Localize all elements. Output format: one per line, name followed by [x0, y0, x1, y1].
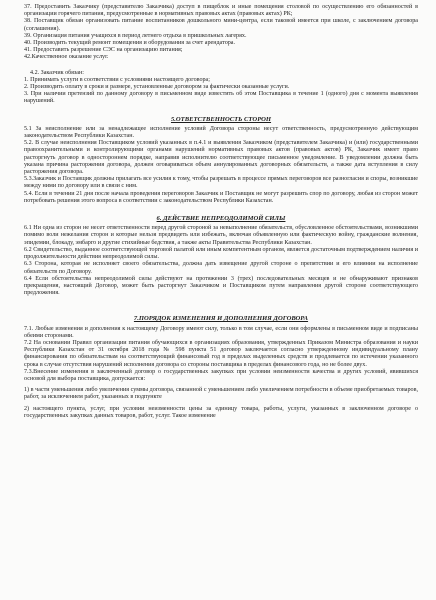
section-4-2-item: 2. Производить оплату в сроки и размере, установленные договором за фактически оказанные услуги.: [24, 84, 290, 91]
section-7-para: 7.1. Любые изменения и дополнения к настоящему Договору имеют силу, только в том случае, если они оформлены в письменном виде и подписаны обеими сторонами.: [24, 325, 418, 339]
clause-39: 39. Организация питания учащихся в период летнего отдыха в пришкольных лагерях.: [24, 32, 247, 39]
section-4-2-item: 1. Принимать услуги в соответствии с условиями настоящего договора;: [24, 76, 210, 83]
section-6-para: 6.2 Свидетельство, выданное соответствующей торговой палатой или иным компетентным органом, является достаточным подтверждением наличия и продолжительности действия непреодолимой силы.: [24, 246, 418, 261]
clause-38: 38. Поставщик обязан организовать питание воспитанников дошкольного мини-центра, если таковой имеется при школе, с заключением договора (соглашения).: [24, 18, 418, 32]
section-6-para: 6.1 Ни одна из сторон не несет ответственности перед другой стороной за невыполнение обязательств, обусловленное обстоятельствами, возникшими помимо воли нежелания сторон и которые нельзя предвидеть или избежать, включая объявленную или фактическую войну, гражданские волнения, эпидемии, блокаду, эмбарго и другие стихийные бедствия, а также акты Правительства Республики Казахстан.: [24, 225, 418, 246]
section-5-heading: 5.ОТВЕТСТВЕННОСТЬ СТОРОН: [170, 115, 272, 123]
section-4-2-title: 4.2. Заказчик обязан:: [30, 69, 84, 76]
section-7-para: 1) в части уменьшения либо увеличения суммы договора, связанной с уменьшением либо увеличением потребности в объеме приобретаемых товаров, работ, за исключением работ, указанных в подпункте: [24, 387, 418, 401]
section-7: [24, 315, 418, 420]
section-4-2: [24, 70, 418, 106]
obligations-list-top: [24, 4, 418, 62]
section-5-para: 5.3.Заказчик и Поставщик должны прилагать все усилия к тому, чтобы разрешать в процессе прямых переговоров все разногласия и споры, возникшие между ними по договору или в связи с ним.: [24, 176, 418, 190]
section-7-para: 7.2 На основании Правил организации питания обучающихся в организациях образования, утвержденных Приказом Министра образования и науки Республики Казахстан от 31 октября 2018 года № 598 пункта 51 договор заключается согласно утвержденному индивидуальному плану финансирования по обязательствам на соответствующий финансовый год в пределах выделенных средств и продлевается по истечении указанного срока в случае отсутствия нарушений исполнения договора со стороны поставщика в пределах финансового года, но не более двух.: [24, 339, 418, 368]
section-5-para: 5.1 За неисполнение или за ненадлежащее исполнение условий Договора стороны несут ответственность, предусмотренную действующим законодательством Республики Казахстан.: [24, 125, 418, 140]
section-7-para: 7.3.Внесение изменения в заключенный договор о государственных закупках при условии неизменности качества и других условий, явившихся основой для выбора поставщика, допускается:: [24, 368, 418, 382]
section-6-heading: 6. ДЕЙСТВИЕ НЕПРЕОДОЛИМОЙ СИЛЫ: [156, 215, 286, 223]
section-5: [24, 116, 418, 205]
section-6-para: 6.4 Если обстоятельства непреодолимой силы действуют на протяжении 3 (трех) последовательных месяцев и не обнаруживают признаков прекращения, настоящий Договор, может быть расторгнут Заказчиком и Поставщиком путем направления другой стороне соответствующего предложения.: [24, 275, 418, 297]
section-5-para: 5.4. Если в течении 21 дня после начала проведения переговоров Заказчик и Поставщик не могут разрешить спор по договору, любая из сторон может потребовать решения этого вопроса в соответствии с законодательством Республики Казахстан.: [24, 190, 418, 204]
section-7-para: 2) настоящего пункта, услуг, при условии неизменности цены за единицу товара, работы, услуги, указанных в заключенном договоре о государственных закупках данных товаров, работ, услуг. Такое изменение: [24, 405, 418, 419]
clause-42: 42.Качественное оказание услуг.: [24, 54, 109, 61]
section-4-2-item: 3. При наличии претензий по данному договору в письменном виде известить об этом Поставщика в течение 1 (одного) дня с момента выявления нарушений.: [24, 91, 418, 105]
section-6: [24, 215, 418, 297]
clause-40: 40. Производить текущий ремонт помещения и оборудования за счет арендатора.: [24, 40, 236, 47]
section-5-para: 5.2. В случае неисполнения Поставщиком условий указанных в п.4.1 и выявления Заказчиком (представителем Заказчика) и (или) государственными правоохранительными и контролирующими органами нарушений нормативных правовых актов (правовых актов) РК, Заказчик имеет право расторгнуть договор в одностороннем порядке, направив исполнителю соответствующее письменное уведомление. В уведомлении должна быть указана причина расторжения договора, должен оговариваться объем аннулированных договорных обязательств, а также дата вступления в силу расторжения договора.: [24, 140, 418, 176]
clause-41: 41. Предоставить разрешение СЭС на организацию питания;: [24, 47, 183, 54]
clause-37: 37. Предоставить Заказчику (представителю Заказчика) доступ в пищеблок и иные помещения столовой по осуществлению его обязанностей в организации горячего питания, предусмотренные в нормативных правовых актах (правовых актах) РК;: [24, 4, 418, 18]
section-6-para: 6.3 Сторона, которая не исполняет своего обязательства, должна дать извещение другой стороне о препятствии и его влиянии на исполнение обязательств по Договору.: [24, 261, 418, 275]
section-7-heading: 7.ПОРЯДОК ИЗМЕНЕНИЯ И ДОПОЛНЕНИЯ ДОГОВОРА: [133, 315, 309, 323]
